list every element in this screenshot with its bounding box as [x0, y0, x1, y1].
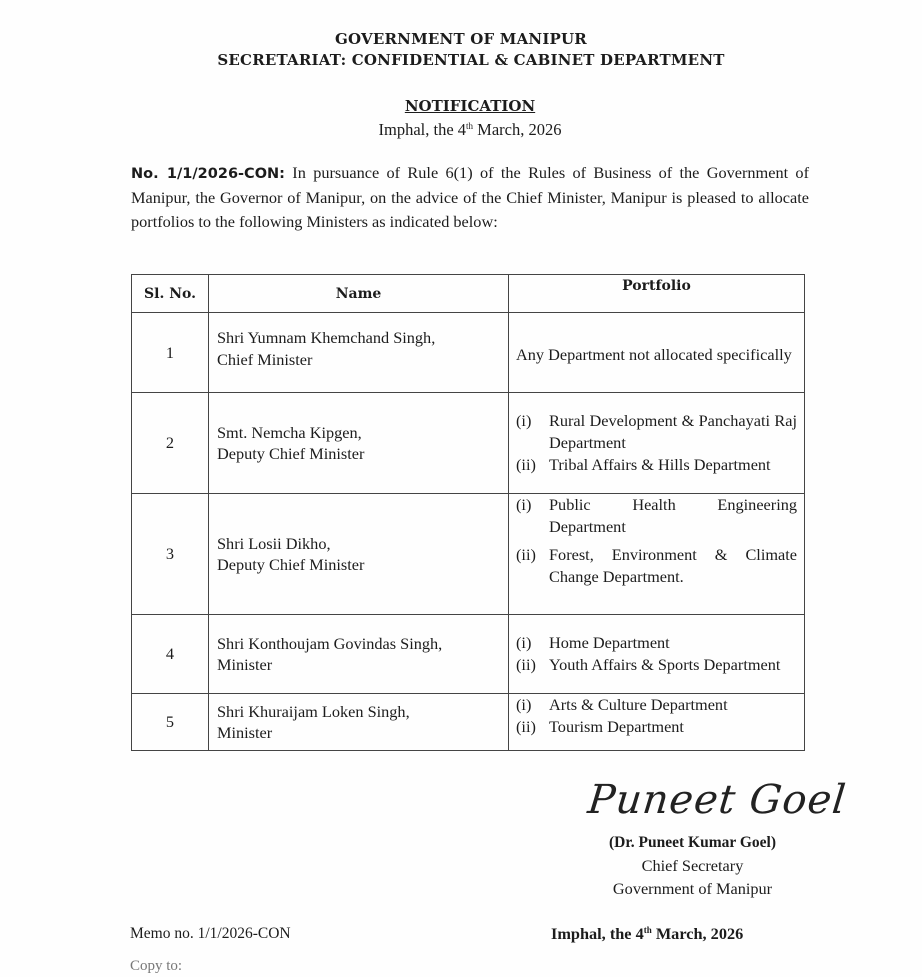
table-row: [132, 313, 805, 393]
cell-portfolio: [509, 494, 805, 615]
cell-portfolio: [509, 313, 805, 393]
portfolio-item: [516, 544, 797, 588]
cell-sl: 5: [132, 694, 209, 751]
table-row: [132, 393, 805, 494]
cell-portfolio: [509, 694, 805, 751]
portfolio-item: [516, 654, 797, 676]
date-prefix: Imphal, the 4: [378, 120, 467, 139]
table-row: [132, 615, 805, 694]
item-text: Forest, Environment & Climate Change Department.: [549, 545, 797, 586]
date-prefix: Imphal, the 4: [551, 924, 644, 943]
cell-name: [209, 694, 509, 751]
cell-sl: 1: [132, 313, 209, 393]
cell-sl: 3: [132, 494, 209, 615]
portfolio-item: [516, 494, 797, 538]
minister-designation: Minister: [217, 655, 273, 674]
cell-sl: 4: [132, 615, 209, 694]
notification-date: [0, 120, 922, 140]
portfolio-item: [516, 454, 797, 476]
header-sl-no: Sl. No.: [132, 275, 209, 313]
minister-name: Smt. Nemcha Kipgen,: [217, 422, 362, 442]
item-text: Arts & Culture Department: [549, 695, 728, 714]
minister-designation: Chief Minister: [217, 349, 313, 369]
date-suffix: March, 2026: [651, 924, 744, 943]
item-number: (ii): [516, 545, 536, 564]
cell-sl: 2: [132, 393, 209, 494]
cell-portfolio: [509, 393, 805, 494]
item-text: Home Department: [549, 633, 670, 652]
item-number: (i): [516, 495, 532, 514]
table-row: [132, 494, 805, 615]
item-text: Rural Development & Panchayati Raj Department: [549, 411, 797, 452]
copy-to-label: Copy to:: [130, 958, 183, 974]
notification-title: NOTIFICATION: [404, 97, 536, 115]
minister-name: Shri Yumnam Khemchand Singh,: [217, 328, 436, 347]
item-text: Tribal Affairs & Hills Department: [549, 455, 771, 474]
handwritten-signature: Puneet Goel: [585, 777, 849, 823]
minister-name: Shri Konthoujam Govindas Singh,: [217, 633, 443, 653]
portfolio-item: [516, 632, 797, 654]
date-sup: th: [643, 925, 652, 935]
item-number: (i): [516, 633, 532, 652]
portfolio-text: Any Department not allocated specifically: [516, 344, 792, 364]
minister-name: Shri Losii Dikho,: [217, 533, 331, 553]
header-name: Name: [209, 275, 509, 313]
item-number: (ii): [516, 655, 536, 674]
header-department: SECRETARIAT: CONFIDENTIAL & CABINET DEPARTMENT: [217, 51, 725, 69]
header-government: GOVERNMENT OF MANIPUR: [335, 30, 587, 48]
item-number: (i): [516, 411, 532, 430]
minister-name: Shri Khuraijam Loken Singh,: [217, 701, 410, 721]
table-header-row: [132, 275, 805, 313]
signatory-title: Chief Secretary: [641, 856, 744, 875]
memo-number: Memo no. 1/1/2026-CON: [130, 925, 291, 942]
item-number: (i): [516, 695, 532, 714]
portfolio-table: [131, 274, 805, 751]
portfolio-item: [516, 694, 797, 716]
notification-number: No. 1/1/2026-CON:: [131, 166, 285, 182]
minister-designation: Deputy Chief Minister: [217, 444, 365, 463]
cell-name: [209, 494, 509, 615]
portfolio-item: [516, 410, 797, 454]
cell-name: [209, 615, 509, 694]
item-text: Youth Affairs & Sports Department: [549, 655, 781, 674]
item-number: (ii): [516, 455, 536, 474]
item-number: (ii): [516, 717, 536, 736]
date-sup: th: [466, 121, 474, 131]
portfolio-item: [516, 716, 797, 738]
notification-text: In pursuance of Rule 6(1) of the Rules of Business of the Government of Manipur, the Governor of Manipur, on the advice of the Chief Minister, Manipur is pleased to allocate portfolios to the following Ministers as indicated below:: [131, 163, 809, 231]
signatory-name: (Dr. Puneet Kumar Goel): [608, 834, 777, 851]
date-suffix: March, 2026: [473, 120, 562, 139]
signatory-organization: Government of Manipur: [612, 879, 773, 898]
cell-name: [209, 313, 509, 393]
cell-name: [209, 393, 509, 494]
header-portfolio: Portfolio: [509, 275, 805, 313]
memo-date: [551, 924, 743, 944]
minister-designation: Deputy Chief Minister: [217, 555, 365, 574]
item-text: Tourism Department: [549, 717, 684, 736]
item-text: Public Health Engineering Department: [549, 495, 797, 536]
notification-body: [131, 161, 809, 233]
minister-designation: Minister: [217, 723, 273, 742]
table-row: [132, 694, 805, 751]
cell-portfolio: [509, 615, 805, 694]
